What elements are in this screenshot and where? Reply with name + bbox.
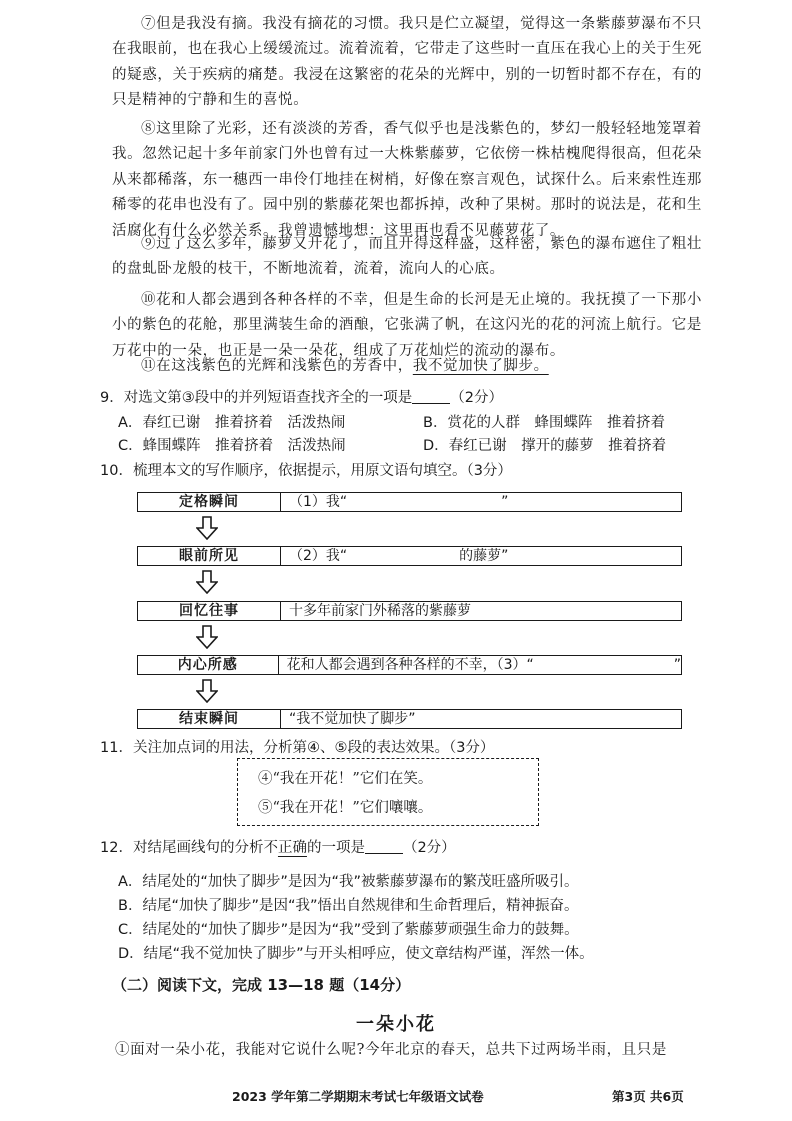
footer-exam-title: 2023 学年第二学期期末考试七年级语文试卷 xyxy=(232,1089,484,1104)
paragraph-11-prefix: ⑪在这浅紫色的光辉和浅紫色的芳香中， xyxy=(141,358,413,374)
flow-label-1: 定格瞬间 xyxy=(138,493,281,511)
underlined-sentence: 我不觉加快了脚步。 xyxy=(412,358,549,374)
question-12-score: （2分） xyxy=(402,840,456,856)
down-arrow-icon xyxy=(196,516,218,540)
flow-text-5: “我不觉加快了脚步” xyxy=(289,711,416,727)
q12-option-c: C．结尾处的“加快了脚步”是因为“我”受到了紫藤萝顽强生命力的鼓舞。 xyxy=(118,922,579,938)
question-12-stem-c: 的一项是 xyxy=(306,840,365,856)
question-9-score: （2分） xyxy=(450,390,503,406)
passage-title: 一朵小花 xyxy=(356,1014,436,1035)
q12-option-b: B．结尾“加快了脚步”是因“我”悟出自然规律和生命哲理后，精神振奋。 xyxy=(118,898,579,914)
flow-row-2 xyxy=(137,546,682,566)
paragraph-7: ⑦但是我没有摘。我没有摘花的习惯。我只是伫立凝望，觉得这一条紫藤萝瀑布不只在我眼前，也在我心上缓缓流过。流着流着，它带走了这些时一直压在我心上的关于生死的疑惑，关于疾病的痛楚。我浸在这繁密的花朵的光辉中，别的一切暂时都不存在，有的只是精神的宁静和生的喜悦。 xyxy=(112,16,702,109)
question-9-stem: 9．对选文第③段中的并列短语查找齐全的一项是 xyxy=(100,390,413,406)
flow-row-1 xyxy=(137,492,682,512)
flow-label-2: 眼前所见 xyxy=(138,547,281,565)
paragraph-10: ⑩花和人都会遇到各种各样的不幸，但是生命的长河是无止境的。我抚摸了一下那小小的紫色的花舱，那里满装生命的酒酿，它张满了帆，在这闪光的花的河流上航行。它是万花中的一朵，也正是一朵一朵花，组成了万花灿烂的流动的瀑布。 xyxy=(112,292,702,359)
q9-option-a: A．春红已谢 推着挤着 活泼热闹 xyxy=(118,415,346,431)
quote-line-5: ⑤“我在开花！”它们嚷嚷。 xyxy=(258,800,433,816)
quote-line-4: ④“我在开花！”它们在笑。 xyxy=(258,771,433,787)
answer-blank-9[interactable] xyxy=(412,389,450,404)
down-arrow-icon xyxy=(196,570,218,594)
flow-text-2[interactable]: （2）我“ 的藤萝” xyxy=(289,548,509,564)
down-arrow-icon xyxy=(196,625,218,649)
flow-text-4[interactable]: 花和人都会遇到各种各样的不幸，（3）“ ” xyxy=(286,657,681,673)
q9-option-d: D．春红已谢 撑开的藤萝 推着挤着 xyxy=(423,438,667,454)
paragraph-11 xyxy=(112,354,702,379)
question-11-stem: 11．关注加点词的用法，分析第④、⑤段的表达效果。（3分） xyxy=(100,740,495,756)
q12-option-a: A．结尾处的“加快了脚步”是因为“我”被紫藤萝瀑布的繁茂旺盛所吸引。 xyxy=(118,874,579,890)
q9-option-b: B．赏花的人群 蜂围蝶阵 推着挤着 xyxy=(423,415,665,431)
passage-paragraph-1: ①面对一朵小花，我能对它说什么呢?今年北京的春天，总共下过两场半雨，且只是 xyxy=(115,1042,667,1058)
flow-label-4: 内心所感 xyxy=(138,656,279,674)
question-12 xyxy=(100,837,700,859)
flow-row-3 xyxy=(137,601,682,621)
q12-option-d: D．结尾“我不觉加快了脚步”与开头相呼应，使文章结构严谨，浑然一体。 xyxy=(118,946,594,962)
question-9 xyxy=(100,387,700,409)
question-10-stem: 10．梳理本文的写作顺序，依据提示，用原文语句填空。（3分） xyxy=(100,463,512,479)
quote-box xyxy=(237,758,539,826)
flow-label-5: 结束瞬间 xyxy=(138,710,281,728)
flow-row-5 xyxy=(137,709,682,729)
footer-page-number: 第3页 共6页 xyxy=(612,1089,684,1104)
paragraph-9: ⑨过了这么多年，藤萝又开花了，而且开得这样盛，这样密，紫色的瀑布遮住了粗壮的盘虬卧龙般的枝干，不断地流着，流着，流向人的心底。 xyxy=(112,236,702,278)
flow-text-1[interactable]: （1）我“ ” xyxy=(289,494,509,510)
section-2-heading: （二）阅读下文，完成 13—18 题（14分） xyxy=(112,976,411,994)
flow-row-4 xyxy=(137,655,682,675)
flow-label-3: 回忆往事 xyxy=(138,602,281,620)
flow-text-3: 十多年前家门外稀落的紫藤萝 xyxy=(289,603,471,619)
down-arrow-icon xyxy=(196,679,218,703)
answer-blank-12[interactable] xyxy=(365,839,403,854)
question-12-emphasis: 正确 xyxy=(277,840,307,856)
paragraph-8: ⑧这里除了光彩，还有淡淡的芳香，香气似乎也是浅紫色的，梦幻一般轻轻地笼罩着我。忽然记起十多年前家门外也曾有过一大株紫藤萝，它依傍一株枯槐爬得很高，但花朵从来都稀落，东一穗西一串伶仃地挂在树梢，好像在察言观色，试探什么。后来索性连那稀零的花串也没有了。园中别的紫藤花架也都拆掉，改种了果树。那时的说法是，花和生活腐化有什么必然关系。我曾遗憾地想：这里再也看不见藤萝花了。 xyxy=(112,121,702,239)
question-12-stem-a: 12．对结尾画线句的分析不 xyxy=(100,840,278,856)
q9-option-c: C．蜂围蝶阵 推着挤着 活泼热闹 xyxy=(118,438,346,454)
